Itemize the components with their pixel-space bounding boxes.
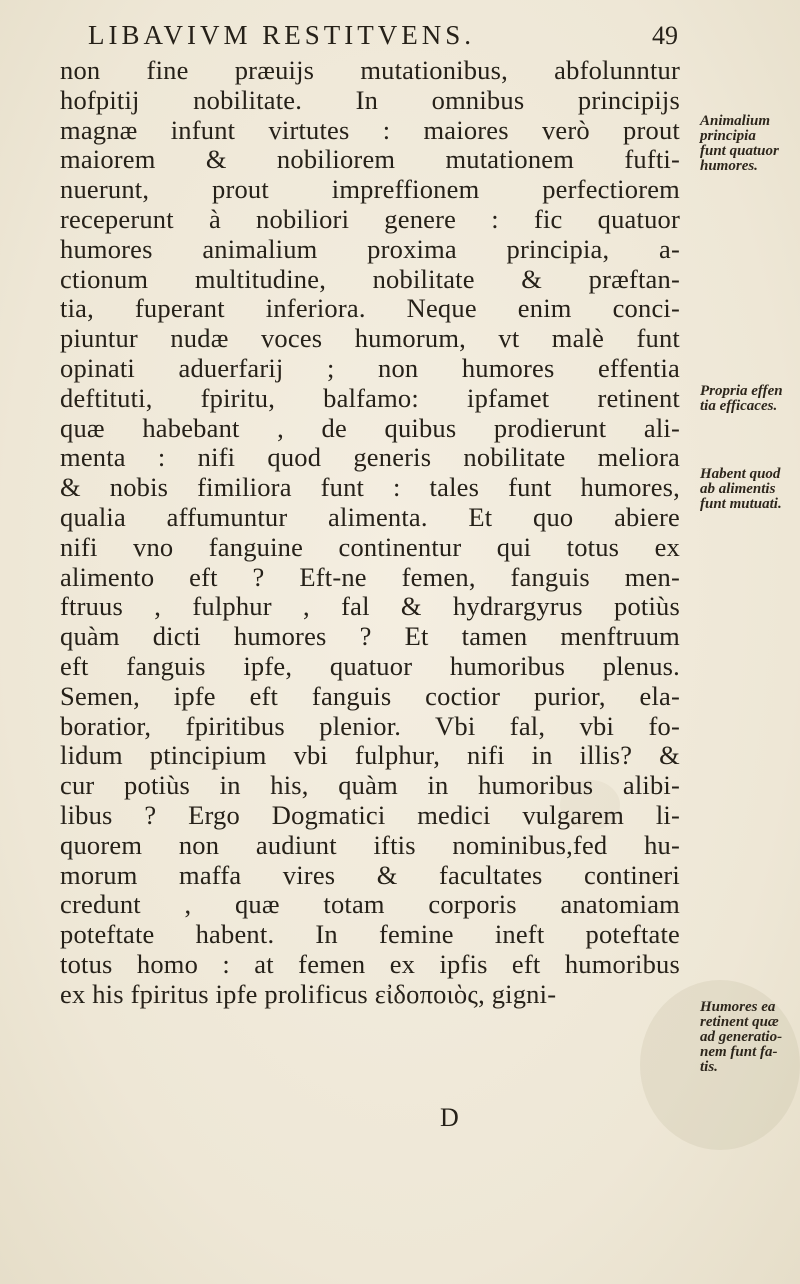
text-line: nifi vno fanguine continentur qui totus ex bbox=[60, 531, 680, 562]
text-line: quorem non audiunt iftis nominibus,fed hu- bbox=[60, 829, 680, 860]
text-line: hofpitij nobilitate. In omnibus principijs bbox=[60, 84, 680, 115]
text-line: ctionum multitudine, nobilitate & præftan- bbox=[60, 263, 680, 294]
marginal-note-line: ab alimentis bbox=[700, 481, 776, 497]
text-line: lidum ptincipium vbi fulphur, nifi in illis? & bbox=[60, 740, 680, 771]
page-number: 49 bbox=[652, 21, 678, 50]
text-line: receperunt à nobiliori genere : fic quatuor bbox=[60, 203, 680, 234]
text-line: ex his fpiritus ipfe prolificus εἰδοποιὸς, gigni- bbox=[60, 978, 557, 1009]
text-line: humores animalium proxima principia, a- bbox=[60, 233, 680, 264]
marginal-note-line: Humores ea bbox=[700, 999, 776, 1015]
marginal-note-line: humores. bbox=[700, 158, 758, 174]
marginal-note bbox=[700, 1000, 796, 1075]
marginal-note bbox=[700, 384, 796, 414]
text-line: Semen, ipfe eft fanguis coctior purior, ela- bbox=[60, 680, 680, 711]
marginal-note-line: Propria effen bbox=[700, 383, 783, 399]
text-line: alimento eft ? Eft-ne femen, fanguis men- bbox=[60, 561, 680, 592]
text-line: non fine præuijs mutationibus, abfolunntur bbox=[60, 55, 680, 85]
marginal-note-line: nem funt fa- bbox=[700, 1044, 778, 1060]
marginal-note bbox=[700, 467, 796, 512]
text-line: maiorem & nobiliorem mutationem fufti- bbox=[60, 144, 680, 175]
text-line: & nobis fimiliora funt : tales funt humores, bbox=[60, 472, 680, 503]
marginal-note-line: ad generatio- bbox=[700, 1029, 783, 1045]
running-title: LIBAVIVM RESTITVENS. bbox=[88, 20, 476, 50]
marginal-note bbox=[700, 114, 796, 174]
marginal-note-line: funt mutuati. bbox=[700, 496, 782, 512]
signature-mark: D bbox=[440, 1103, 459, 1132]
running-head bbox=[88, 20, 678, 51]
text-line: qualia affumuntur alimenta. Et quo abiere bbox=[60, 501, 680, 532]
text-line: totus homo : at femen ex ipfis eft humoribus bbox=[60, 948, 680, 979]
text-line: quàm dicti humores ? Et tamen menftruum bbox=[60, 621, 680, 652]
text-line: ftruus , fulphur , fal & hydrargyrus potiùs bbox=[60, 591, 680, 622]
marginal-note-line: Animalium bbox=[700, 113, 771, 129]
text-line: quæ habebant , de quibus prodierunt ali- bbox=[60, 412, 680, 443]
text-line: nuerunt, prout impreffionem perfectiorem bbox=[60, 174, 680, 205]
text-line: cur potiùs in his, quàm in humoribus alibi- bbox=[60, 770, 680, 801]
text-line: boratior, fpiritibus plenior. Vbi fal, vbi fo- bbox=[60, 710, 680, 741]
text-line: libus ? Ergo Dogmatici medici vulgarem li- bbox=[60, 799, 680, 830]
text-line: credunt , quæ totam corporis anatomiam bbox=[60, 889, 680, 920]
marginal-note-line: funt quatuor bbox=[700, 143, 779, 159]
body-text bbox=[60, 56, 680, 1010]
text-line: poteftate habent. In femine ineft poteftate bbox=[60, 919, 680, 950]
marginal-note-line: retinent quæ bbox=[700, 1014, 779, 1030]
text-line: piuntur nudæ voces humorum, vt malè funt bbox=[60, 323, 680, 354]
text-line: opinati aduerfarij ; non humores effentia bbox=[60, 352, 680, 383]
marginal-note-line: principia bbox=[700, 128, 756, 144]
marginal-note-line: tia efficaces. bbox=[700, 398, 778, 414]
text-line: morum maffa vires & facultates contineri bbox=[60, 859, 680, 890]
marginal-note-line: tis. bbox=[700, 1059, 718, 1075]
text-line: deftituti, fpiritu, balfamo: ipfamet retinent bbox=[60, 382, 680, 413]
text-line: magnæ infunt virtutes : maiores verò prout bbox=[60, 114, 680, 145]
text-line: menta : nifi quod generis nobilitate meliora bbox=[60, 442, 680, 473]
marginal-note-line: Habent quod bbox=[700, 466, 781, 482]
text-line: tia, fuperant inferiora. Neque enim conci- bbox=[60, 293, 680, 324]
text-line: eft fanguis ipfe, quatuor humoribus plenus. bbox=[60, 650, 680, 681]
